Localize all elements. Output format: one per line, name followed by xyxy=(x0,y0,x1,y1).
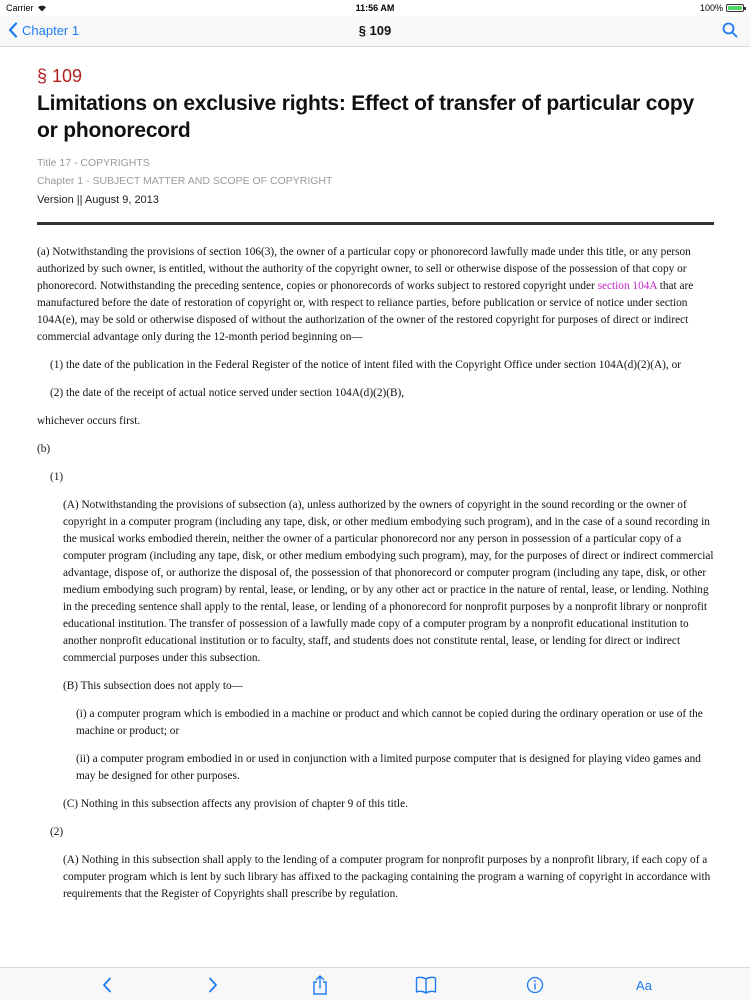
section-body xyxy=(37,244,714,903)
paragraph-b1b-i: (i) a computer program which is embodied in a machine or product and which cannot be copied during the ordinary operation or use of the machine or product; or xyxy=(76,708,703,737)
paragraph-b1b: (B) This subsection does not apply to— xyxy=(63,680,243,692)
search-icon xyxy=(722,22,738,38)
search-button[interactable] xyxy=(722,22,738,43)
paragraph-a1: (1) the date of the publication in the Federal Register of the notice of intent filed with the Copyright Office under section 104A(d)(2)(A), or xyxy=(50,359,681,371)
divider xyxy=(37,222,714,225)
paragraph-a2: (2) the date of the receipt of actual notice served under section 104A(d)(2)(B), xyxy=(50,387,405,399)
section-104a-link[interactable]: section 104A xyxy=(597,280,657,292)
navigation-bar xyxy=(0,16,750,47)
paragraph-b1: (1) xyxy=(50,471,64,483)
nav-title: § 109 xyxy=(358,23,392,38)
next-section-button[interactable] xyxy=(201,974,225,996)
paragraph-b1a: (A) Notwithstanding the provisions of subsection (a), unless authorized by the owners of copyright in the sound recording or the owner of copyright in a computer program (including any tape, disk, or other medium embodying such program), and in the case of a sound recording in the musical works embodied therein, neither the owner of a particular phonorecord nor any person in possession of a particular copy of a computer program (including any tape, disk, or other medium embodying such program), may, for the purposes of direct or indirect commercial advantage, dispose of, or authorize the disposal of, the possession of that phonorecord or computer program (including any tape, disk, or other medium embodying such program) by rental, lease, or lending, or by any other act or practice in the nature of rental, lease, or lending. Nothing in the preceding sentence shall apply to the rental, lease, or lending of a phonorecord for nonprofit purposes by a nonprofit library or nonprofit educational institution. The transfer of possession of a lawfully made copy of a computer program by a nonprofit educational institution to another nonprofit educational institution or to faculty, staff, and students does not constitute rental, lease, or lending for direct or indirect commercial purposes under this subsection. xyxy=(63,499,714,664)
paragraph-b1c: (C) Nothing in this subsection affects any provision of chapter 9 of this title. xyxy=(63,798,408,810)
back-button-label: Chapter 1 xyxy=(22,22,80,38)
paragraph-whichever: whichever occurs first. xyxy=(37,415,141,427)
clock: 11:56 AM xyxy=(355,3,395,13)
version-line: Version || August 9, 2013 xyxy=(37,194,159,206)
info-button[interactable] xyxy=(523,974,547,996)
carrier-label: Carrier xyxy=(6,3,34,13)
paragraph-b1b-ii: (ii) a computer program embodied in or used in conjunction with a limited purpose computer that is designed for playing video games and may be designed for other purposes. xyxy=(76,753,701,782)
paragraph-b2a: (A) Nothing in this subsection shall apply to the lending of a computer program for nonprofit purposes by a nonprofit library, if each copy of a computer program which is lent by such library has affixed to the packaging containing the program a warning of copyright in accordance with requirements that the Register of Copyrights shall prescribe by regulation. xyxy=(63,854,711,900)
status-bar xyxy=(0,0,750,16)
battery-percent: 100% xyxy=(699,3,723,13)
section-number: § 109 xyxy=(37,66,83,86)
book-icon xyxy=(415,976,437,994)
bottom-toolbar xyxy=(0,967,750,1000)
title-line: Title 17 - COPYRIGHTS xyxy=(37,157,150,169)
chevron-right-icon xyxy=(208,977,218,993)
share-icon xyxy=(312,975,328,995)
battery-indicator xyxy=(700,3,744,13)
document-content[interactable] xyxy=(37,47,714,967)
share-button[interactable] xyxy=(308,974,332,996)
paragraph-b2: (2) xyxy=(50,826,64,838)
document-meta xyxy=(37,155,714,190)
paragraph-b: (b) xyxy=(37,443,51,455)
chevron-left-icon xyxy=(102,977,112,993)
section-title: Limitations on exclusive rights: Effect of transfer of particular copy or phonorecord xyxy=(37,92,694,142)
battery-icon xyxy=(726,4,744,12)
paragraph-a: (a) Notwithstanding the provisions of section 106(3), the owner of a particular copy or phonorecord lawfully made under this title, or any person authorized by such owner, is entitled, without the authority of the copyright owner, to sell or otherwise dispose of the possession of that copy or phonorecord. Notwithstanding the preceding sentence, copies or phonorecords of works subject to restored copyright under section 104A that are manufactured before the date of restoration of copyright or, with respect to reliance parties, before publication or service of notice under section 104A(e), may be sold or otherwise disposed of without the authorization of the owner of the restored copyright for purposes of direct or indirect commercial advantage only during the 12-month period beginning on— xyxy=(37,246,694,343)
info-icon xyxy=(526,976,544,994)
chapter-line: Chapter 1 - SUBJECT MATTER AND SCOPE OF COPYRIGHT xyxy=(37,174,333,187)
bookmarks-button[interactable] xyxy=(414,974,438,996)
font-size-button[interactable]: Aa xyxy=(636,977,652,993)
previous-section-button[interactable] xyxy=(95,974,119,996)
